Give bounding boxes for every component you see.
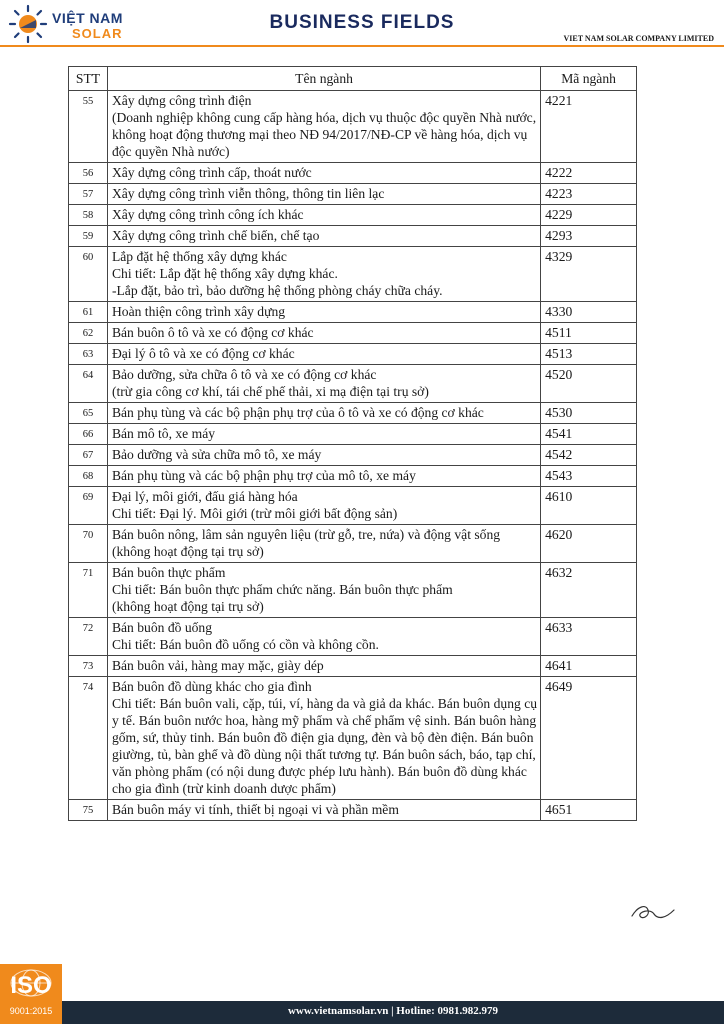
business-field-line: Đại lý ô tô và xe có động cơ khác [111, 346, 295, 361]
business-field-line: Xây dựng công trình chế biến, chế tạo [111, 228, 320, 243]
row-number: 68 [69, 466, 108, 487]
row-number: 55 [69, 91, 108, 163]
logo-text-line1: VIỆT NAM [52, 10, 123, 26]
business-field-line: Bán buôn nông, lâm sản nguyên liệu (trừ gỗ, tre, nứa) và động vật sống [111, 527, 501, 542]
business-field-code: 4330 [541, 302, 637, 323]
table-body [69, 91, 637, 821]
business-field-name [107, 466, 540, 487]
row-number: 62 [69, 323, 108, 344]
business-field-line: Bán buôn máy vi tính, thiết bị ngoại vi và phần mềm [111, 802, 399, 817]
header-divider [0, 45, 724, 47]
table-row [69, 618, 637, 656]
business-field-code: 4543 [541, 466, 637, 487]
business-field-line: Bảo dưỡng, sửa chữa ô tô và xe có động cơ khác [111, 367, 377, 382]
business-field-line: Bán phụ tùng và các bộ phận phụ trợ của ô tô và xe có động cơ khác [111, 405, 484, 420]
business-field-line: Đại lý, môi giới, đấu giá hàng hóa [111, 489, 298, 504]
business-field-code: 4293 [541, 226, 637, 247]
business-field-name [107, 403, 540, 424]
row-number: 73 [69, 656, 108, 677]
business-field-name [107, 656, 540, 677]
business-fields-table [68, 66, 637, 821]
business-field-code: 4649 [541, 677, 637, 800]
table-row [69, 344, 637, 365]
table-row [69, 365, 637, 403]
business-field-code: 4513 [541, 344, 637, 365]
row-number: 70 [69, 525, 108, 563]
business-field-name [107, 618, 540, 656]
page-header [0, 0, 724, 46]
business-field-code: 4329 [541, 247, 637, 302]
row-number: 67 [69, 445, 108, 466]
row-number: 74 [69, 677, 108, 800]
row-number: 63 [69, 344, 108, 365]
business-field-code: 4530 [541, 403, 637, 424]
business-field-code: 4633 [541, 618, 637, 656]
business-field-code: 4223 [541, 184, 637, 205]
business-field-line: -Lắp đặt, bảo trì, bảo dưỡng hệ thống phòng cháy chữa cháy. [111, 283, 443, 298]
page-title: BUSINESS FIELDS [269, 12, 455, 33]
table-row [69, 466, 637, 487]
table-row [69, 445, 637, 466]
table-row [69, 163, 637, 184]
business-field-code: 4221 [541, 91, 637, 163]
iso-badge [0, 964, 62, 1024]
table-row [69, 563, 637, 618]
business-field-name [107, 424, 540, 445]
business-field-name [107, 302, 540, 323]
logo-text-line2: SOLAR [72, 26, 123, 41]
column-header-stt: STT [69, 67, 108, 91]
row-number: 57 [69, 184, 108, 205]
business-field-line: (không hoạt động tại trụ sở) [111, 599, 264, 614]
business-field-name [107, 247, 540, 302]
footer-contact: www.vietnamsolar.vn | Hotline: 0981.982.979 [287, 1005, 499, 1017]
business-field-name [107, 677, 540, 800]
business-field-line: Xây dựng công trình cấp, thoát nước [111, 165, 312, 180]
business-field-code: 4620 [541, 525, 637, 563]
business-field-line: Chi tiết: Bán buôn vali, cặp, túi, ví, hàng da và giả da khác. Bán buôn dụng cụ y tế. Bán buôn nước hoa, hàng mỹ phẩm và chế phẩm vệ sinh. Bán buôn hàng gốm, sứ, thủy tinh. Bán buôn đồ điện gia dụng, đèn và bộ đèn điện. Bán buôn giường, tủ, bàn ghế và đồ dùng nội thất tương tự. Bán buôn sách, báo, tạp chí, văn phòng phẩm (có nội dung được phép lưu hành). Bán buôn đồ dùng khác cho gia đình (trừ kinh doanh dược phẩm) [111, 696, 538, 796]
business-field-line: Bán buôn vải, hàng may mặc, giày dép [111, 658, 324, 673]
business-field-code: 4520 [541, 365, 637, 403]
business-field-name [107, 163, 540, 184]
business-field-line: (trừ gia công cơ khí, tái chế phế thải, xi mạ điện tại trụ sở) [111, 384, 429, 399]
business-field-code: 4229 [541, 205, 637, 226]
business-field-line: Hoàn thiện công trình xây dựng [111, 304, 286, 319]
table-row [69, 247, 637, 302]
business-field-line: Bán buôn đồ uống [111, 620, 213, 635]
business-field-name [107, 800, 540, 821]
business-field-code: 4511 [541, 323, 637, 344]
business-field-code: 4610 [541, 487, 637, 525]
table-row [69, 677, 637, 800]
table-row [69, 424, 637, 445]
row-number: 58 [69, 205, 108, 226]
business-field-name [107, 205, 540, 226]
row-number: 66 [69, 424, 108, 445]
business-field-name [107, 563, 540, 618]
table-header-row [69, 67, 637, 91]
business-field-name [107, 445, 540, 466]
column-header-name: Tên ngành [107, 67, 540, 91]
business-field-line: Bán mô tô, xe máy [111, 426, 216, 441]
signature-mark [628, 898, 676, 924]
business-field-code: 4632 [541, 563, 637, 618]
row-number: 61 [69, 302, 108, 323]
business-field-line: Xây dựng công trình điện [111, 93, 252, 108]
row-number: 59 [69, 226, 108, 247]
table-row [69, 205, 637, 226]
row-number: 75 [69, 800, 108, 821]
business-field-line: Lắp đặt hệ thống xây dựng khác [111, 249, 287, 264]
business-field-name [107, 344, 540, 365]
business-field-line: Bán phụ tùng và các bộ phận phụ trợ của mô tô, xe máy [111, 468, 416, 483]
iso-label: ISO [10, 972, 52, 999]
row-number: 69 [69, 487, 108, 525]
business-field-line: Xây dựng công trình viễn thông, thông tin liên lạc [111, 186, 385, 201]
table-row [69, 403, 637, 424]
business-field-line: Xây dựng công trình công ích khác [111, 207, 304, 222]
business-field-name [107, 184, 540, 205]
row-number: 56 [69, 163, 108, 184]
business-field-line: Chi tiết: Lắp đặt hệ thống xây dựng khác. [111, 266, 338, 281]
table-row [69, 323, 637, 344]
business-field-code: 4222 [541, 163, 637, 184]
row-number: 65 [69, 403, 108, 424]
column-header-code: Mã ngành [541, 67, 637, 91]
business-field-name [107, 487, 540, 525]
table-row [69, 226, 637, 247]
business-field-code: 4542 [541, 445, 637, 466]
business-field-line: Chi tiết: Bán buôn đồ uống có cồn và không cồn. [111, 637, 379, 652]
business-field-line: Bán buôn đồ dùng khác cho gia đình [111, 679, 312, 694]
row-number: 64 [69, 365, 108, 403]
table-row [69, 800, 637, 821]
business-field-code: 4541 [541, 424, 637, 445]
business-field-name [107, 365, 540, 403]
table-row [69, 525, 637, 563]
business-field-name [107, 91, 540, 163]
business-field-line: (Doanh nghiệp không cung cấp hàng hóa, dịch vụ thuộc độc quyền Nhà nước, không hoạt động thương mại theo NĐ 94/2017/NĐ-CP về hàng hóa, dịch vụ độc quyền Nhà nước) [111, 110, 537, 159]
company-name: VIET NAM SOLAR COMPANY LIMITED [563, 34, 714, 43]
business-field-line: Chi tiết: Bán buôn thực phẩm chức năng. Bán buôn thực phẩm [111, 582, 453, 597]
table-row [69, 302, 637, 323]
business-field-code: 4651 [541, 800, 637, 821]
row-number: 72 [69, 618, 108, 656]
table-row [69, 656, 637, 677]
business-field-line: Chi tiết: Đại lý. Môi giới (trừ môi giới bất động sản) [111, 506, 398, 521]
business-field-line: Bán buôn ô tô và xe có động cơ khác [111, 325, 314, 340]
iso-number: 9001:2015 [9, 1006, 53, 1016]
row-number: 71 [69, 563, 108, 618]
row-number: 60 [69, 247, 108, 302]
business-field-name [107, 226, 540, 247]
table-row [69, 184, 637, 205]
table-row [69, 91, 637, 163]
business-field-name [107, 323, 540, 344]
table-row [69, 487, 637, 525]
business-field-code: 4641 [541, 656, 637, 677]
business-field-line: Bán buôn thực phẩm [111, 565, 226, 580]
business-field-line: (không hoạt động tại trụ sở) [111, 544, 264, 559]
business-field-name [107, 525, 540, 563]
business-field-line: Bảo dưỡng và sửa chữa mô tô, xe máy [111, 447, 322, 462]
